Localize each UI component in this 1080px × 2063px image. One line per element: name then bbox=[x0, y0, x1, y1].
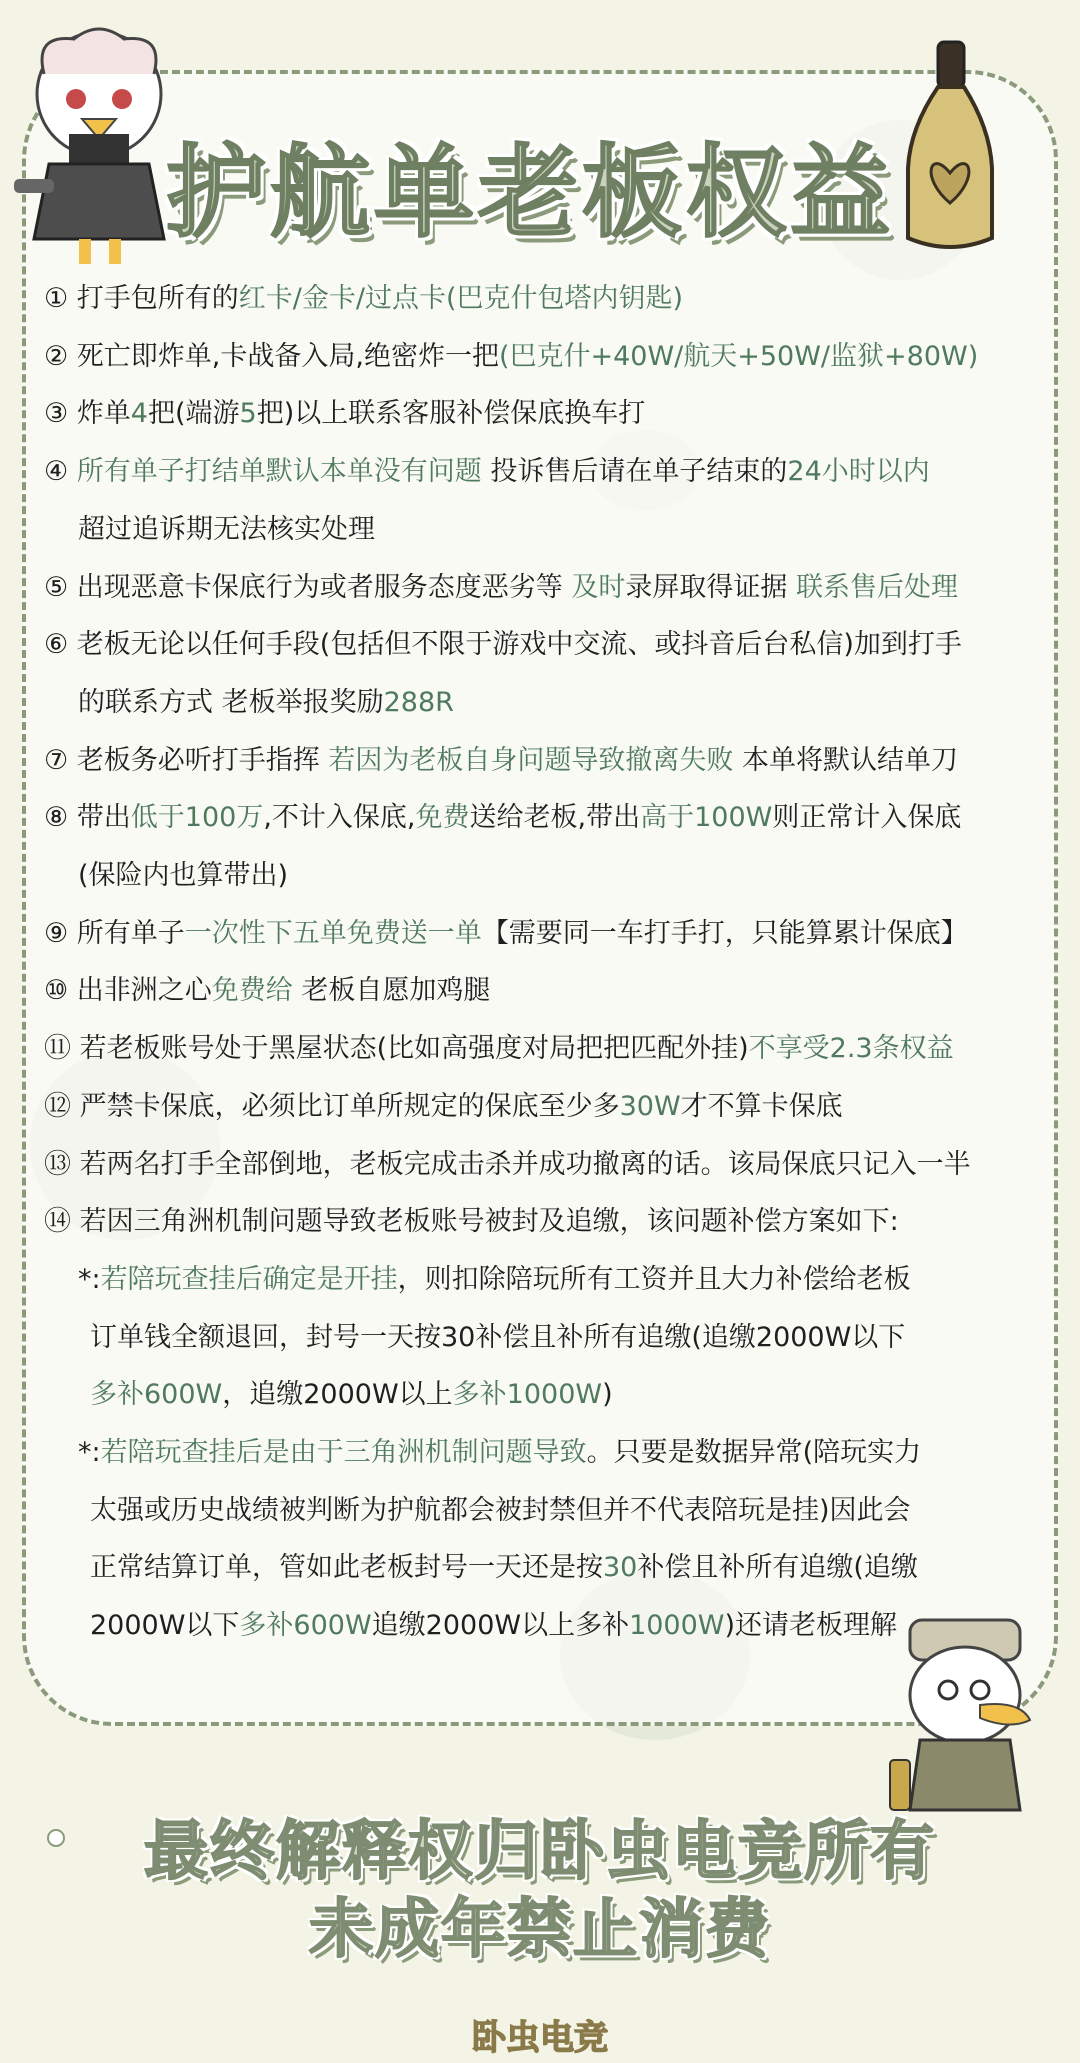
rule-line bbox=[44, 559, 1044, 617]
rule-line bbox=[44, 674, 1044, 732]
rule-text: 投诉售后请在单子结束的 bbox=[481, 456, 788, 488]
page-title: 护航单老板权益 bbox=[166, 134, 894, 251]
rule-line bbox=[44, 1309, 1044, 1367]
rule-line bbox=[44, 789, 1044, 847]
rule-text: ⑥ 老板无论以任何手段(包括但不限于游戏中交流、或抖音后台私信)加到打手 bbox=[44, 629, 962, 661]
rule-line bbox=[44, 905, 1044, 963]
highlight-text: 288R bbox=[383, 686, 454, 718]
highlight-text: 低于100万 bbox=[130, 802, 264, 834]
rule-line bbox=[44, 962, 1044, 1020]
highlight-text: 所有单子打结单默认本单没有问题 bbox=[76, 456, 482, 488]
rule-line bbox=[44, 501, 1044, 559]
rule-text: ④ bbox=[44, 456, 77, 488]
rule-text: 【需要同一车打手打，只能算累计保底】 bbox=[481, 917, 968, 949]
highlight-text: 30 bbox=[603, 1552, 638, 1584]
highlight-text: 免费给 bbox=[211, 975, 293, 1007]
highlight-text: 多补1000W bbox=[452, 1379, 603, 1411]
rule-line bbox=[44, 1539, 1044, 1597]
highlight-text: 5 bbox=[239, 398, 257, 430]
rule-line bbox=[44, 847, 1044, 905]
rule-line bbox=[44, 1482, 1044, 1540]
rule-line bbox=[44, 1366, 1044, 1424]
highlight-text: 高于100W bbox=[640, 802, 773, 834]
rule-text: 本单将默认结单刀 bbox=[733, 744, 958, 776]
rule-line bbox=[44, 1193, 1044, 1251]
rule-line bbox=[44, 1251, 1044, 1309]
rule-text: ) bbox=[602, 1379, 613, 1411]
brand-logo: 卧虫电竞 bbox=[472, 2018, 608, 2058]
rule-text: 才不算卡保底 bbox=[680, 1090, 843, 1122]
rule-text: 把(端游 bbox=[147, 398, 240, 430]
rule-text: ⑫ 严禁卡保底，必须比订单所规定的保底至少多 bbox=[44, 1090, 620, 1122]
rule-line bbox=[44, 732, 1044, 790]
rule-text: (保险内也算带出) bbox=[78, 860, 289, 892]
rule-text: 超过追诉期无法核实处理 bbox=[78, 513, 375, 545]
rule-text: ⑤ 出现恶意卡保底行为或者服务态度恶劣等 bbox=[44, 571, 572, 603]
highlight-text: 多补600W bbox=[90, 1379, 223, 1411]
rule-text: ① 打手包所有的 bbox=[44, 283, 239, 314]
rule-text: 送给老板,带出 bbox=[469, 802, 641, 834]
rule-text: ⑦ 老板务必听打手指挥 bbox=[44, 744, 329, 776]
rule-text: 把)以上联系客服补偿保底换车打 bbox=[256, 398, 646, 430]
highlight-text: 4 bbox=[130, 398, 148, 430]
rule-text: 追缴2000W以上多补 bbox=[371, 1610, 630, 1642]
highlight-text: 30W bbox=[619, 1090, 681, 1122]
rule-text: ⑧ 带出 bbox=[44, 802, 131, 834]
highlight-text: 多补600W bbox=[239, 1610, 372, 1642]
highlight-text: (巴克什+40W/航天+50W/监狱+80W) bbox=[498, 340, 979, 372]
rule-text: ⑬ 若两名打手全部倒地，老板完成击杀并成功撤离的话。该局保底只记入一半 bbox=[44, 1148, 971, 1180]
rule-text: 太强或历史战绩被判断为护航都会被封禁但并不代表陪玩是挂)因此会 bbox=[90, 1494, 911, 1526]
rule-line bbox=[44, 328, 1044, 386]
rule-text: ⑨ 所有单子 bbox=[44, 917, 185, 949]
rule-text: ⑭ 若因三角洲机制问题导致老板账号被封及追缴，该问题补偿方案如下: bbox=[44, 1206, 899, 1238]
highlight-text: 不享受2.3条权益 bbox=[748, 1033, 954, 1065]
highlight-text: 若陪玩查挂后确定是开挂 bbox=[100, 1263, 398, 1295]
rule-line bbox=[44, 1078, 1044, 1136]
rule-text: 老板自愿加鸡腿 bbox=[292, 975, 491, 1007]
rule-text: 2000W以下 bbox=[90, 1610, 240, 1642]
footer-minors: 未成年禁止消费 bbox=[309, 1893, 771, 1967]
rule-text: ② 死亡即炸单,卡战备入局,绝密炸一把 bbox=[44, 340, 499, 372]
rule-text: ③ 炸单 bbox=[44, 398, 131, 430]
highlight-text: 红卡/金卡/过点卡(巴克什包塔内钥匙) bbox=[238, 283, 684, 314]
dot-icon bbox=[46, 1828, 66, 1848]
rule-text: ，则扣除陪玩所有工资并且大力补偿给老板 bbox=[397, 1263, 911, 1295]
rule-text: 的联系方式 老板举报奖励 bbox=[78, 686, 384, 718]
rule-line bbox=[44, 385, 1044, 443]
highlight-text: 免费 bbox=[415, 802, 470, 834]
highlight-text: 24小时以内 bbox=[787, 456, 930, 488]
rule-text: 补偿且补所有追缴(追缴 bbox=[637, 1552, 918, 1584]
rule-text: ，追缴2000W以上 bbox=[222, 1379, 453, 1411]
rules-list bbox=[44, 270, 1044, 1655]
rule-text: 录屏取得证据 bbox=[625, 571, 796, 603]
highlight-text: 一次性下五单免费送一单 bbox=[184, 917, 482, 949]
footer-rights: 最终解释权归卧虫电竞所有 bbox=[144, 1815, 936, 1889]
rule-text: 则正常计入保底 bbox=[772, 802, 962, 834]
highlight-text: 若陪玩查挂后是由于三角洲机制问题导致 bbox=[100, 1437, 587, 1469]
highlight-text: 若因为老板自身问题导致撤离失败 bbox=[328, 744, 734, 776]
rule-text: 订单钱全额退回，封号一天按30补偿且补所有追缴(追缴2000W以下 bbox=[90, 1321, 906, 1353]
rule-line bbox=[44, 616, 1044, 674]
rule-text: ,不计入保底, bbox=[263, 802, 416, 834]
rule-line bbox=[44, 1020, 1044, 1078]
highlight-text: 1000W bbox=[629, 1610, 725, 1642]
rule-text: )还请老板理解 bbox=[724, 1610, 898, 1642]
rule-text: *: bbox=[78, 1437, 101, 1469]
rule-text: ⑪ 若老板账号处于黑屋状态(比如高强度对局把把匹配外挂) bbox=[44, 1033, 749, 1065]
rule-line bbox=[44, 1136, 1044, 1194]
rule-text: 正常结算订单，管如此老板封号一天还是按 bbox=[90, 1552, 603, 1584]
rule-text: 。只要是数据异常(陪玩实力 bbox=[586, 1437, 922, 1469]
highlight-text: 及时 bbox=[571, 571, 626, 603]
rule-line bbox=[44, 1424, 1044, 1482]
highlight-text: 联系售后处理 bbox=[795, 571, 958, 603]
rule-line bbox=[44, 443, 1044, 501]
rule-text: ⑩ 出非洲之心 bbox=[44, 975, 212, 1007]
rule-text: *: bbox=[78, 1263, 101, 1295]
rule-line bbox=[44, 270, 1044, 328]
